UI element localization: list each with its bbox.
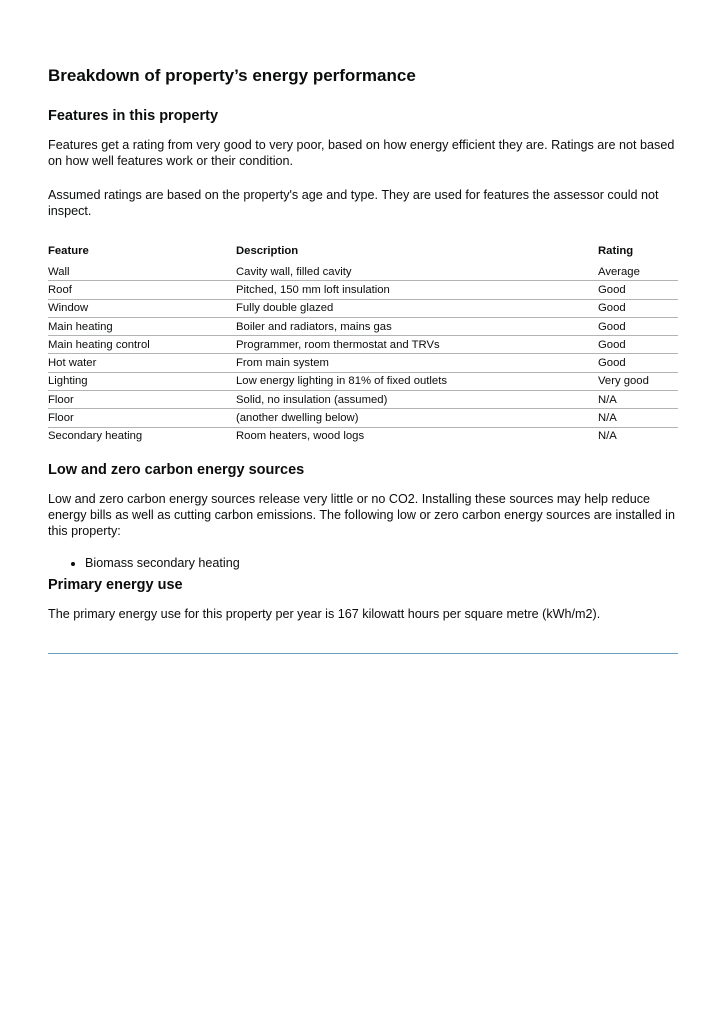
rating-cell: Good (598, 354, 678, 372)
description-cell: Pitched, 150 mm loft insulation (236, 281, 598, 299)
description-cell: Solid, no insulation (assumed) (236, 391, 598, 409)
feature-cell: Hot water (48, 354, 236, 372)
rating-cell: Good (598, 336, 678, 354)
table-row (48, 372, 678, 390)
feature-cell: Secondary heating (48, 430, 143, 443)
features-intro-1: Features get a rating from very good to very poor, based on how energy efficient they are. Ratings are not based on how well features work or their condition. (48, 138, 675, 168)
rating-cell: Good (598, 299, 678, 317)
rating-cell: Very good (598, 372, 678, 390)
description-cell: Boiler and radiators, mains gas (236, 317, 598, 335)
rating-cell: Good (598, 281, 678, 299)
description-cell: Low energy lighting in 81% of fixed outlets (236, 372, 598, 390)
table-row (48, 409, 678, 427)
description-cell: Room heaters, wood logs (236, 430, 365, 443)
description-cell: (another dwelling below) (236, 409, 598, 427)
table-row (48, 336, 678, 354)
page-title: Breakdown of property’s energy performance (48, 66, 416, 85)
features-table (48, 238, 678, 445)
description-cell: Programmer, room thermostat and TRVs (236, 336, 598, 354)
feature-cell: Main heating control (48, 336, 236, 354)
lzc-heading: Low and zero carbon energy sources (48, 462, 305, 478)
lzc-list (48, 555, 240, 571)
table-row (48, 354, 678, 372)
list-item: • Biomass secondary heating (85, 555, 240, 571)
table-row (48, 427, 678, 445)
lzc-text: Low and zero carbon energy sources release very little or no CO2. Installing these sources may help reduce energy bills as well as cutting carbon emissions. The following low or zero carbon energy sources are installed in this property: (48, 492, 675, 538)
rating-cell: N/A (598, 409, 678, 427)
primary-energy-heading: Primary energy use (48, 577, 183, 593)
feature-cell: Roof (48, 281, 236, 299)
table-row (48, 263, 678, 281)
feature-cell: Lighting (48, 372, 236, 390)
column-header-feature: Feature (48, 244, 89, 257)
description-cell: From main system (236, 354, 598, 372)
description-cell: Fully double glazed (236, 299, 598, 317)
table-row (48, 317, 678, 335)
rating-cell: N/A (598, 430, 617, 443)
column-header-rating: Rating (598, 244, 634, 257)
description-cell: Cavity wall, filled cavity (236, 263, 598, 281)
table-row (48, 299, 678, 317)
primary-energy-text: The primary energy use for this property per year is 167 kilowatt hours per square metre (kWh/m2). (48, 607, 601, 621)
rating-cell: Average (598, 263, 678, 281)
feature-cell: Wall (48, 263, 236, 281)
table-row (48, 281, 678, 299)
feature-cell: Main heating (48, 317, 236, 335)
table-header-row (48, 238, 678, 263)
feature-cell: Window (48, 299, 236, 317)
features-intro-2: Assumed ratings are based on the property's age and type. They are used for features the assessor could not inspect. (48, 188, 659, 218)
column-header-description: Description (236, 244, 299, 257)
table-row (48, 391, 678, 409)
rating-cell: N/A (598, 391, 678, 409)
feature-cell: Floor (48, 409, 236, 427)
feature-cell: Floor (48, 391, 236, 409)
rating-cell: Good (598, 317, 678, 335)
section-divider (48, 653, 678, 654)
features-heading: Features in this property (48, 108, 219, 124)
